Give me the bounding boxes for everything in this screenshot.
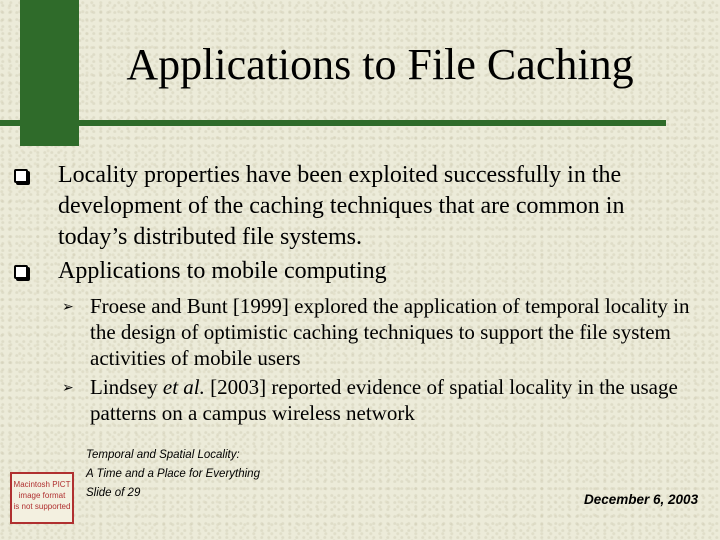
unsupported-image-placeholder — [10, 472, 74, 524]
footer-line: A Time and a Place for Everything — [86, 468, 260, 480]
placeholder-line: image format — [18, 491, 66, 500]
sub-bullet-item — [60, 293, 700, 371]
placeholder-line: Macintosh PICT — [13, 480, 71, 489]
arrow-right-icon: ➢ — [62, 380, 74, 396]
title-accent-horizontal-bar — [0, 120, 666, 126]
sub-bullet-text-post: [2003] reported evidence of spatial locality in the usage patterns on a campus wireless network — [90, 375, 678, 425]
footer-slide-number: Slide of 29 — [86, 487, 141, 499]
footer-caption — [86, 446, 306, 503]
bullet-item — [14, 160, 694, 253]
sub-bullet-text: Froese and Bunt [1999] explored the application of temporal locality in the design of optimistic caching techniques to support the file system activities of mobile users — [90, 294, 690, 370]
checkbox-square-icon — [14, 169, 28, 183]
bullet-item — [14, 256, 694, 287]
checkbox-square-icon — [14, 265, 28, 279]
bullet-text: Locality properties have been exploited successfully in the development of the caching techniques that are common in today’s distributed file systems. — [58, 162, 625, 250]
bullet-text: Applications to mobile computing — [58, 258, 387, 284]
slide-title: Applications to File Caching — [126, 40, 634, 89]
footer-date: December 6, 2003 — [584, 492, 699, 507]
sub-bullet-item — [60, 374, 700, 426]
sub-bullet-text-em: et al. — [162, 375, 205, 399]
sub-bullet-text-pre: Lindsey — [90, 375, 163, 399]
arrow-right-icon: ➢ — [62, 299, 74, 315]
footer-line: Temporal and Spatial Locality: — [86, 449, 240, 461]
placeholder-line: is not supported — [13, 502, 71, 511]
sub-bullet-list — [60, 293, 700, 429]
